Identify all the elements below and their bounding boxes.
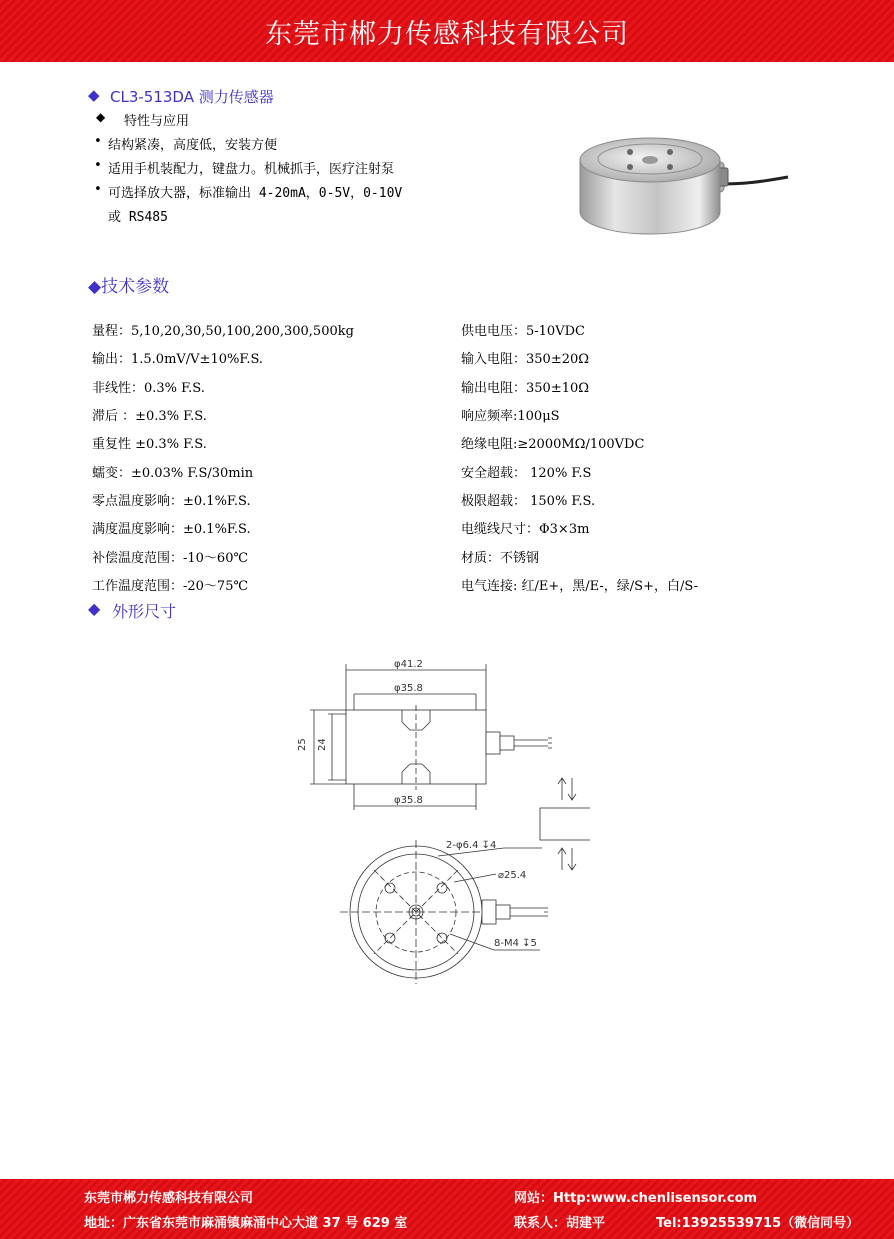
- spec-item: 极限超载： 150% F.S.: [461, 494, 596, 509]
- feature-bullet-icon: •: [94, 134, 102, 149]
- height-outer-label: 25: [297, 738, 308, 751]
- footer-company: 东莞市郴力传感科技有限公司: [84, 1191, 254, 1206]
- footer-website: 网站：Http:www.chenlisensor.com: [514, 1191, 758, 1206]
- specs-heading: ◆技术参数: [88, 277, 170, 297]
- spec-item: 输出：1.5.0mV/V±10%F.S.: [92, 352, 264, 367]
- feature-item: 适用手机装配力，键盘力。机械抓手，医疗注射泵: [108, 162, 395, 177]
- spec-item: 电缆线尺寸：Φ3×3m: [461, 522, 590, 537]
- product-photo: [570, 122, 790, 240]
- height-inner-label: 24: [317, 738, 328, 751]
- footer-address: 地址：广东省东莞市麻涌镇麻涌中心大道 37 号 629 室: [84, 1216, 408, 1231]
- feature-item: 可选择放大器，标准输出 4-20mA，0-5V，0-10V: [108, 186, 403, 201]
- product-title: CL3-513DA 测力传感器: [110, 88, 274, 106]
- spec-item: 供电电压：5-10VDC: [461, 324, 585, 339]
- spec-item: 安全超载： 120% F.S: [461, 466, 592, 481]
- dimensions-heading: 外形尺寸: [112, 602, 177, 621]
- technical-drawing: [290, 650, 590, 990]
- spec-item: 满度温度影响：±0.1%F.S.: [92, 522, 251, 537]
- spec-item: 工作温度范围：-20～75℃: [92, 579, 249, 594]
- spec-item: 响应频率:100μS: [461, 409, 560, 424]
- bullet-diamond-icon: ◆: [88, 86, 100, 104]
- dim-inner-top-label: φ35.8: [394, 683, 423, 694]
- spec-item: 蠕变：±0.03% F.S/30min: [92, 466, 254, 481]
- feature-item: 结构紧凑，高度低，安装方便: [108, 138, 278, 153]
- spec-item: 输入电阻：350±20Ω: [461, 352, 590, 367]
- pcd-label: ⌀25.4: [498, 870, 527, 881]
- spec-item: 非线性：0.3% F.S.: [92, 381, 205, 396]
- spec-item: 材质：不锈钢: [461, 551, 540, 566]
- feature-bullet-icon: •: [94, 182, 102, 197]
- footer-banner: [0, 1179, 894, 1239]
- dim-inner-bottom-label: φ35.8: [394, 795, 423, 806]
- spec-item: 电气连接: 红/E+，黑/E-，绿/S+，白/S-: [461, 579, 699, 594]
- dim-outer-label: φ41.2: [394, 659, 423, 670]
- spec-item: 零点温度影响：±0.1%F.S.: [92, 494, 251, 509]
- spec-item: 绝缘电阻:≥2000MΩ/100VDC: [461, 437, 645, 452]
- bullet-diamond-icon: ◆: [96, 110, 106, 124]
- holes-label: 2-φ6.4 ↧4: [446, 840, 497, 851]
- footer-contact: 联系人：胡建平: [514, 1216, 606, 1231]
- spec-item: 输出电阻：350±10Ω: [461, 381, 590, 396]
- threads-label: 8-M4 ↧5: [494, 938, 537, 949]
- spec-item: 补偿温度范围：-10～60℃: [92, 551, 249, 566]
- spec-item: 重复性 ±0.3% F.S.: [92, 437, 207, 452]
- header-banner: [0, 0, 894, 62]
- company-title: 东莞市郴力传感科技有限公司: [265, 19, 629, 50]
- spec-item: 量程：5,10,20,30,50,100,200,300,500kg: [92, 324, 354, 339]
- features-heading: 特性与应用: [124, 114, 190, 129]
- feature-item: 或 RS485: [108, 210, 168, 225]
- footer-tel: Tel:13925539715（微信同号）: [656, 1216, 860, 1231]
- spec-item: 滞后 ：±0.3% F.S.: [92, 409, 207, 424]
- bullet-diamond-icon: ◆: [88, 599, 101, 618]
- feature-bullet-icon: •: [94, 158, 102, 173]
